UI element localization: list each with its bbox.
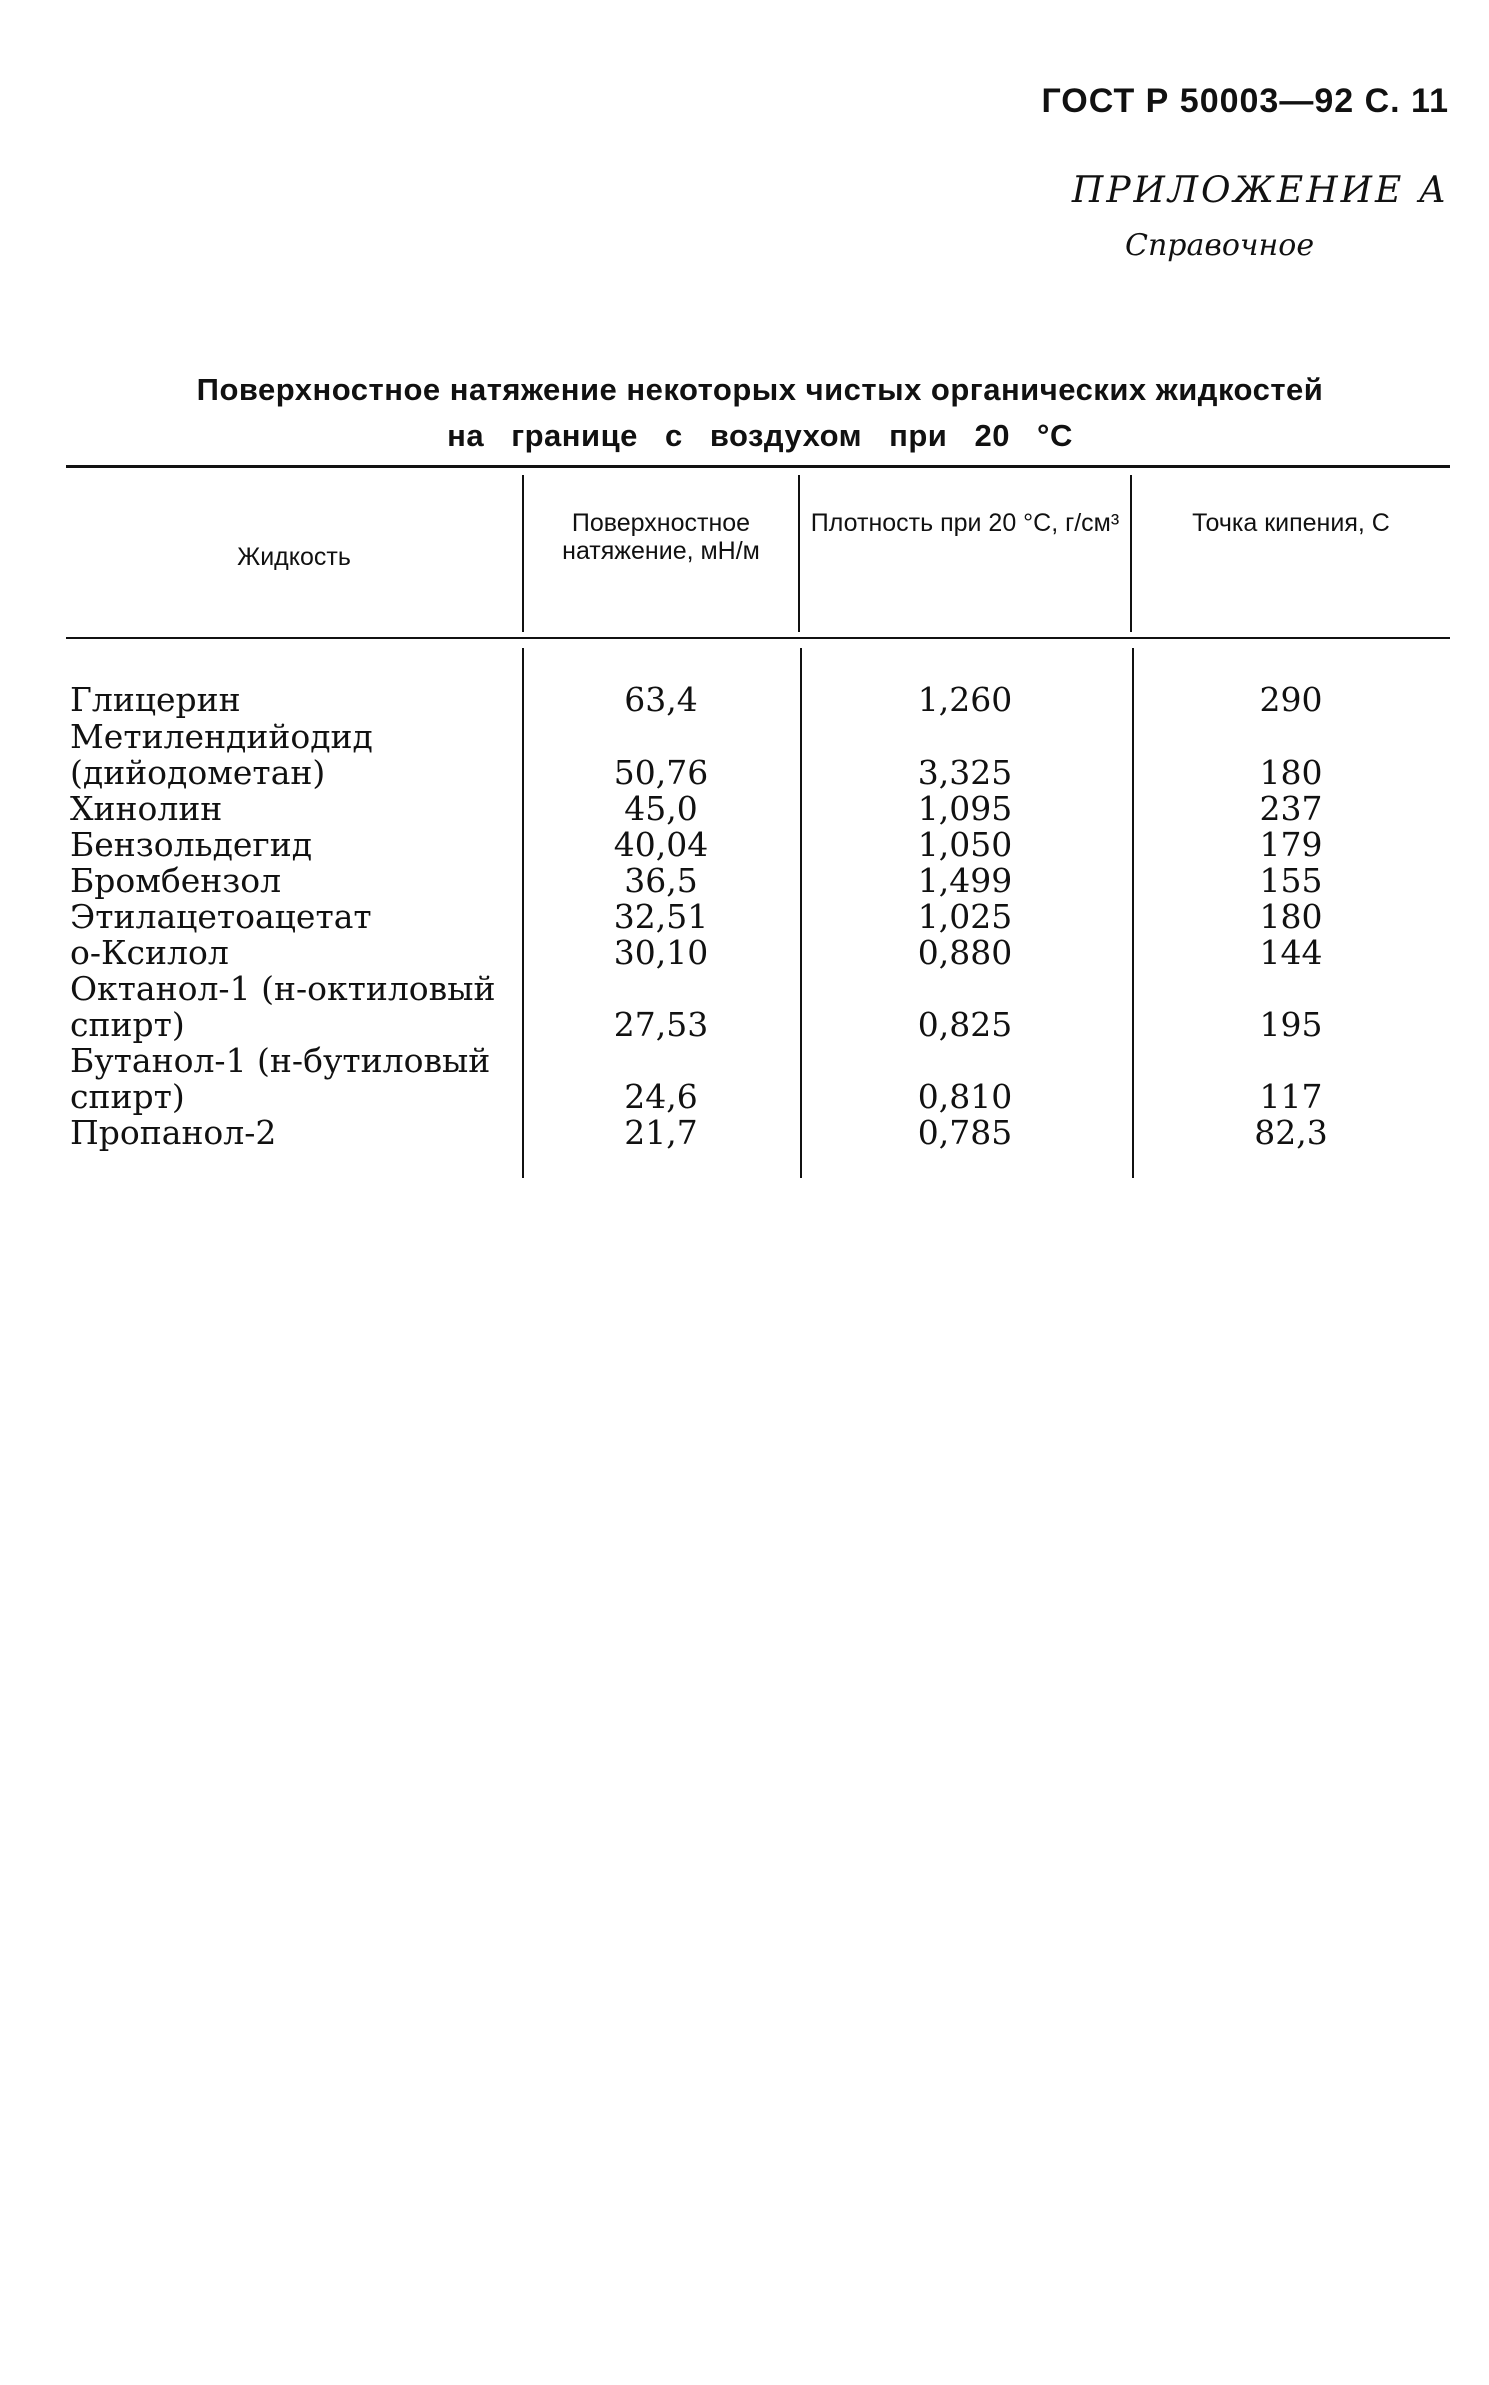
- surface-tension-value: 45,0: [624, 789, 698, 828]
- liquid-name: Хинолин: [70, 789, 223, 828]
- density-value: 1,499: [917, 861, 1013, 900]
- density-value: 0,880: [917, 933, 1013, 972]
- appendix-type: Справочное: [1125, 228, 1315, 263]
- table-title-line2: на границе с воздухом при 20 °С: [447, 418, 1073, 453]
- density-value: 1,260: [917, 680, 1013, 719]
- boiling-point-value: 82,3: [1254, 1113, 1328, 1152]
- column-header-liquid: Жидкость: [237, 543, 351, 571]
- liquid-name: Метилендийодид (дийодометан): [70, 717, 373, 792]
- liquid-name: Бромбензол: [70, 861, 282, 900]
- boiling-point-value: 290: [1259, 680, 1323, 719]
- density-value: 1,025: [917, 897, 1013, 936]
- surface-tension-value: 32,51: [613, 897, 709, 936]
- document-reference: ГОСТ Р 50003—92 С. 11: [1041, 82, 1449, 120]
- liquid-name: Бутанол-1 (н-бутиловый спирт): [70, 1041, 491, 1116]
- liquid-name: Этилацетоацетат: [70, 897, 372, 936]
- surface-tension-value: 27,53: [613, 1005, 709, 1044]
- boiling-point-value: 179: [1259, 825, 1323, 864]
- density-value: 0,825: [917, 1005, 1013, 1044]
- liquid-name: о-Ксилол: [70, 933, 229, 972]
- column-divider: [1130, 475, 1132, 632]
- surface-tension-value: 36,5: [624, 861, 698, 900]
- column-divider: [798, 475, 800, 632]
- header-divider-rule: [66, 637, 1450, 639]
- surface-tension-value: 30,10: [613, 933, 709, 972]
- table-title-line1: Поверхностное натяжение некоторых чистых органических жидкостей: [196, 372, 1324, 407]
- surface-tension-value: 24,6: [624, 1077, 698, 1116]
- column-header-tension: Поверхностное натяжение, мН/м: [562, 509, 760, 565]
- surface-tension-value: 50,76: [613, 753, 709, 792]
- density-value: 0,810: [917, 1077, 1013, 1116]
- boiling-point-value: 117: [1259, 1077, 1323, 1116]
- surface-tension-value: 63,4: [624, 680, 698, 719]
- column-header-boiling: Точка кипения, С: [1192, 509, 1390, 537]
- boiling-point-value: 144: [1259, 933, 1323, 972]
- boiling-point-value: 237: [1259, 789, 1323, 828]
- column-header-density: Плотность при 20 °С, г/см³: [810, 509, 1120, 537]
- density-value: 1,095: [917, 789, 1013, 828]
- boiling-point-value: 180: [1259, 897, 1323, 936]
- liquid-name: Пропанол-2: [70, 1113, 277, 1152]
- liquid-name: Бензольдегид: [70, 825, 313, 864]
- surface-tension-value: 40,04: [613, 825, 709, 864]
- density-value: 1,050: [917, 825, 1013, 864]
- density-value: 0,785: [917, 1113, 1013, 1152]
- liquid-name: Глицерин: [70, 680, 241, 719]
- table-top-rule: [66, 465, 1450, 468]
- boiling-point-value: 155: [1259, 861, 1323, 900]
- surface-tension-value: 21,7: [624, 1113, 698, 1152]
- liquid-name: Октанол-1 (н-октиловый спирт): [70, 969, 496, 1044]
- boiling-point-value: 180: [1259, 753, 1323, 792]
- boiling-point-value: 195: [1259, 1005, 1323, 1044]
- appendix-label: ПРИЛОЖЕНИЕ А: [1071, 170, 1449, 211]
- density-value: 3,325: [917, 753, 1013, 792]
